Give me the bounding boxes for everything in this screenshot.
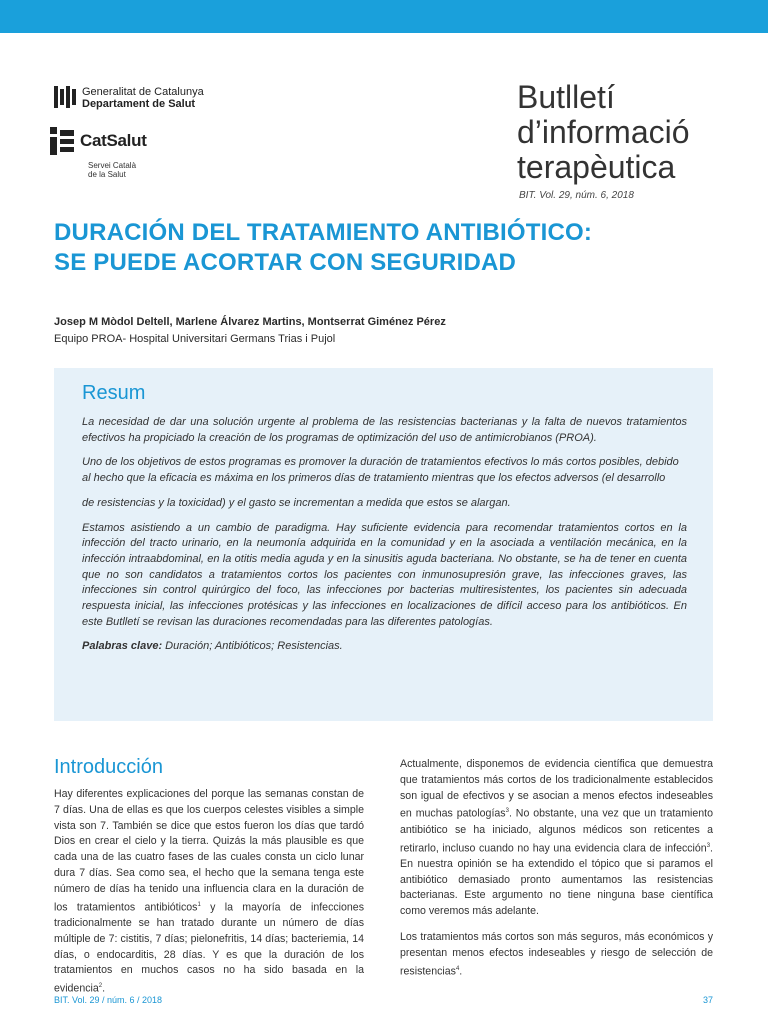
- right-text-part3: . En nuestra opinión se ha extendido el tópico que si paramos el antibiótico demasiado pronto aumentamos las resistencias bacterianas. Este argumento no tiene ninguna base científica como veremos más adelante.: [400, 842, 713, 918]
- bulletin-title-line3: terapèutica: [517, 149, 676, 185]
- right-text-part4: Los tratamientos más cortos son más seguros, más económicos y presentan menos efectos indeseables y riesgo de selección de resistencias: [400, 931, 713, 978]
- keywords: [82, 639, 687, 655]
- intro-text-part3: .: [102, 982, 106, 995]
- footnote-ref: 3: [505, 808, 509, 815]
- keywords-label: Palabras clave:: [82, 640, 163, 653]
- abstract-paragraph-2: Uno de los objetivos de estos programas es promover la duración de tratamientos efectivos lo más cortos posibles, debido al hecho que la eficacia es máxima en los primeros días de tratamiento mientras que los efectos adversos (el desarrollo: [82, 456, 679, 485]
- issue-info: BIT. Vol. 29, núm. 6, 2018: [519, 190, 634, 201]
- footer-issue: BIT. Vol. 29 / núm. 6 / 2018: [54, 995, 163, 1005]
- abstract-box: [54, 368, 713, 721]
- department-name: Departament de Salut: [82, 98, 196, 110]
- right-paragraph-2: [400, 930, 713, 980]
- intro-text-part1: Hay diferentes explicaciones del porque las semanas constan de 7 días. Una de ellas es que los cuerpos celestes visibles a simple vista son 7. También se dice que estos fueron los días que tardó Dios en crear el cielo y la tierra. Quizás la más plausible es que cada una de las cuatro fases de las cuales consta un ciclo lunar dura 7 días. Sea como sea, el hecho que la semana tenga este número de días ha tenido una influencia clara en la duración de los tratamientos antibióticos: [54, 788, 364, 914]
- top-color-bar: [0, 0, 768, 33]
- intro-text-part2: y la mayoría de infecciones tradicionalmente se han tratado durante un número de días múltiple de 7: cistitis, 7 días; pielonefritis, 14 días; bacteriemia, 14 días, o endocarditis, 28 días. Y es que la duración de los tratamientos en muchos casos no ha sido basada en la evidencia: [54, 901, 364, 995]
- article-title: [54, 218, 734, 278]
- catsalut-emblem-icon: [50, 127, 74, 155]
- right-text-part5: .: [459, 965, 463, 978]
- abstract-paragraph-3: de resistencias y la toxicidad) y el gasto se incrementan a medida que estos se alargan.: [82, 496, 511, 509]
- footnote-ref: 2: [98, 983, 103, 990]
- article-title-line2: SE PUEDE ACORTAR CON SEGURIDAD: [54, 249, 517, 276]
- generalitat-emblem-icon: [54, 86, 76, 108]
- keywords-list: Duración; Antibióticos; Resistencias.: [162, 640, 343, 653]
- generalitat-name: Generalitat de Catalunya: [82, 86, 204, 98]
- catsalut-subtitle-line2: de la Salut: [88, 170, 126, 179]
- intro-paragraph: [54, 787, 364, 997]
- footnote-ref: 1: [197, 901, 201, 908]
- right-column: [400, 757, 713, 990]
- footnote-ref: 4: [455, 965, 460, 972]
- right-text-part2: . No obstante, una vez que un tratamiento antibiótico se ha iniciado, algunos médicos son reticentes a retirarlo, incluso cuando no hay una evidencia clara de infección: [400, 807, 713, 855]
- article-authors: Josep M Mòdol Deltell, Marlene Álvarez Martins, Montserrat Giménez Pérez: [54, 316, 446, 328]
- catsalut-subtitle-line1: Servei Català: [88, 161, 137, 170]
- article-affiliation: Equipo PROA- Hospital Universitari Germans Trias i Pujol: [54, 333, 336, 345]
- bulletin-title: [517, 80, 690, 185]
- right-text-part1: Actualmente, disponemos de evidencia científica que demuestra que tratamientos más cortos de los tradicionalmente establecidos son igual de efectivos y se asocian a menos efectos indeseables en muchas patologías: [400, 758, 713, 820]
- page-number: 37: [703, 995, 714, 1005]
- footnote-ref: 3: [706, 842, 711, 849]
- left-column: [54, 756, 364, 997]
- right-paragraph-1: [400, 757, 713, 920]
- generalitat-logo: [54, 86, 204, 110]
- catsalut-logo: [50, 127, 147, 179]
- catsalut-name: CatSalut: [80, 131, 147, 150]
- intro-heading: Introducción: [54, 756, 163, 778]
- article-title-line1: DURACIÓN DEL TRATAMIENTO ANTIBIÓTICO:: [54, 219, 593, 246]
- bulletin-title-line1: Butlletí: [517, 79, 615, 115]
- bulletin-title-line2: d’informació: [517, 114, 690, 150]
- abstract-paragraph-1: La necesidad de dar una solución urgente al problema de las resistencias bacterianas y la falta de nuevos tratamientos efectivos ha propiciado la creación de los programas de optimización del uso de antimicrobianos (PROA).: [82, 416, 687, 444]
- abstract-paragraph-4: Estamos asistiendo a un cambio de paradigma. Hay suficiente evidencia para recomendar tratamientos cortos en la infección del tracto urinario, en la neumonía adquirida en la comunidad y en la asociada a ventilación mecánica, en la infección intraabdominal, en la otitis media aguda y en la sinusitis aguda bacteriana. No obstante, se ha de tener en cuenta que no son candidatos a tratamientos cortos los pacientes con inmunosupresión grave, las infecciones graves, las infecciones sin control quirúrgico del foco, las infecciones por bacterias multiresistentes, los pacientes sin adecuada respuesta inicial, las infecciones protésicas y las infecciones en localizaciones de difícil acceso para los antibióticos. En este Butlletí se revisan las duraciones recomendadas para las diferentes patologías.: [82, 521, 687, 628]
- abstract-heading: Resum: [82, 382, 146, 404]
